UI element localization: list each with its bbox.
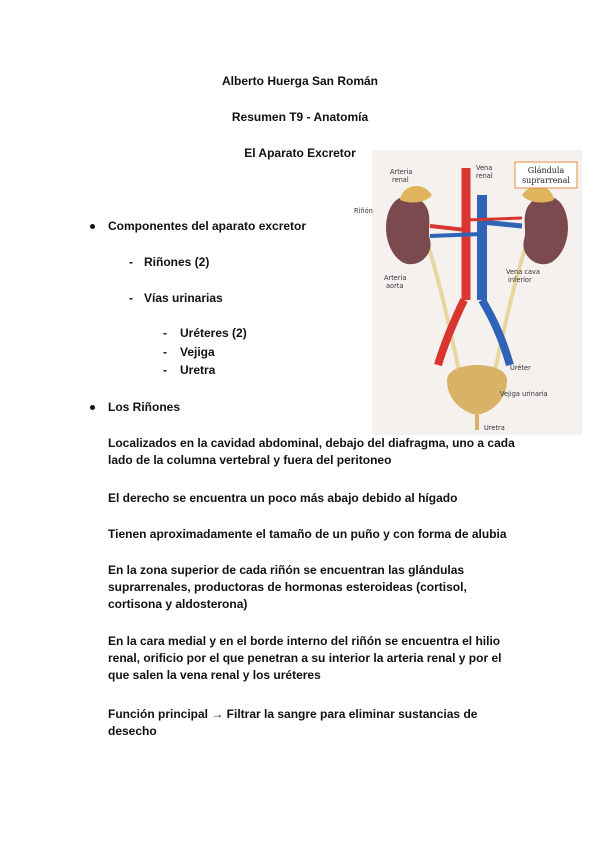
list-item: Vías urinarias bbox=[144, 291, 223, 305]
paragraph: En la zona superior de cada riñón se encuentran las glándulas suprarrenales, productoras de hormonas esteroideas (cortisol, cortisona y aldosterona) bbox=[108, 563, 467, 611]
label-vena-renal-2: renal bbox=[476, 172, 493, 180]
paragraph: El derecho se encuentra un poco más abajo debido al hígado bbox=[108, 491, 458, 505]
label-vena-cava: Vena cava bbox=[506, 268, 540, 276]
label-arteria-aorta: Arteria bbox=[384, 274, 407, 282]
sub-list-item: Uréteres (2) bbox=[180, 326, 247, 340]
dash-icon: - bbox=[163, 345, 167, 359]
label-suprarrenal: suprarrenal bbox=[522, 176, 570, 185]
dash-icon: - bbox=[163, 363, 167, 377]
label-vena-renal: Vena bbox=[476, 164, 493, 172]
label-vena-cava-2: inferior bbox=[508, 276, 532, 284]
dash-icon: - bbox=[129, 291, 133, 305]
label-glandula: Glándula bbox=[527, 166, 565, 175]
section-heading-kidneys: Los Riñones bbox=[108, 400, 181, 414]
page-title: El Aparato Excretor bbox=[244, 146, 356, 160]
label-rinon: Riñón bbox=[354, 207, 373, 215]
anatomy-diagram bbox=[354, 150, 582, 435]
bullet-icon bbox=[90, 224, 95, 229]
list-item: Riñones (2) bbox=[144, 255, 210, 269]
label-vejiga: Vejiga urinaria bbox=[500, 390, 548, 398]
paragraph: En la cara medial y en el borde interno del riñón se encuentra el hilio renal, orificio por el que penetran a su interior la arteria renal y por el que salen la vena renal y los uréteres bbox=[108, 634, 502, 682]
paragraph: Tienen aproximadamente el tamaño de un puño y con forma de alubia bbox=[108, 527, 507, 541]
label-ureter: Uréter bbox=[510, 364, 531, 372]
dash-icon: - bbox=[129, 255, 133, 269]
document-subtitle: Resumen T9 - Anatomía bbox=[231, 110, 369, 124]
label-arteria-renal-2: renal bbox=[392, 176, 409, 184]
excretory-system-illustration bbox=[354, 150, 582, 435]
paragraph: Localizados en la cavidad abdominal, debajo del diafragma, uno a cada lado de la columna vertebral y fuera del peritoneo bbox=[108, 436, 515, 467]
label-arteria-renal: Arteria bbox=[390, 168, 413, 176]
dash-icon: - bbox=[163, 326, 167, 340]
sub-list-item: Uretra bbox=[180, 363, 216, 377]
label-arteria-aorta-2: aorta bbox=[386, 282, 404, 290]
author-name: Alberto Huerga San Román bbox=[221, 74, 379, 88]
sub-list-item: Vejiga bbox=[180, 345, 215, 359]
bullet-icon bbox=[90, 405, 95, 410]
paragraph: Función principal → Filtrar la sangre para eliminar sustancias de desecho bbox=[108, 707, 478, 738]
label-uretra: Uretra bbox=[484, 424, 505, 432]
section-heading-components: Componentes del aparato excretor bbox=[108, 219, 307, 233]
